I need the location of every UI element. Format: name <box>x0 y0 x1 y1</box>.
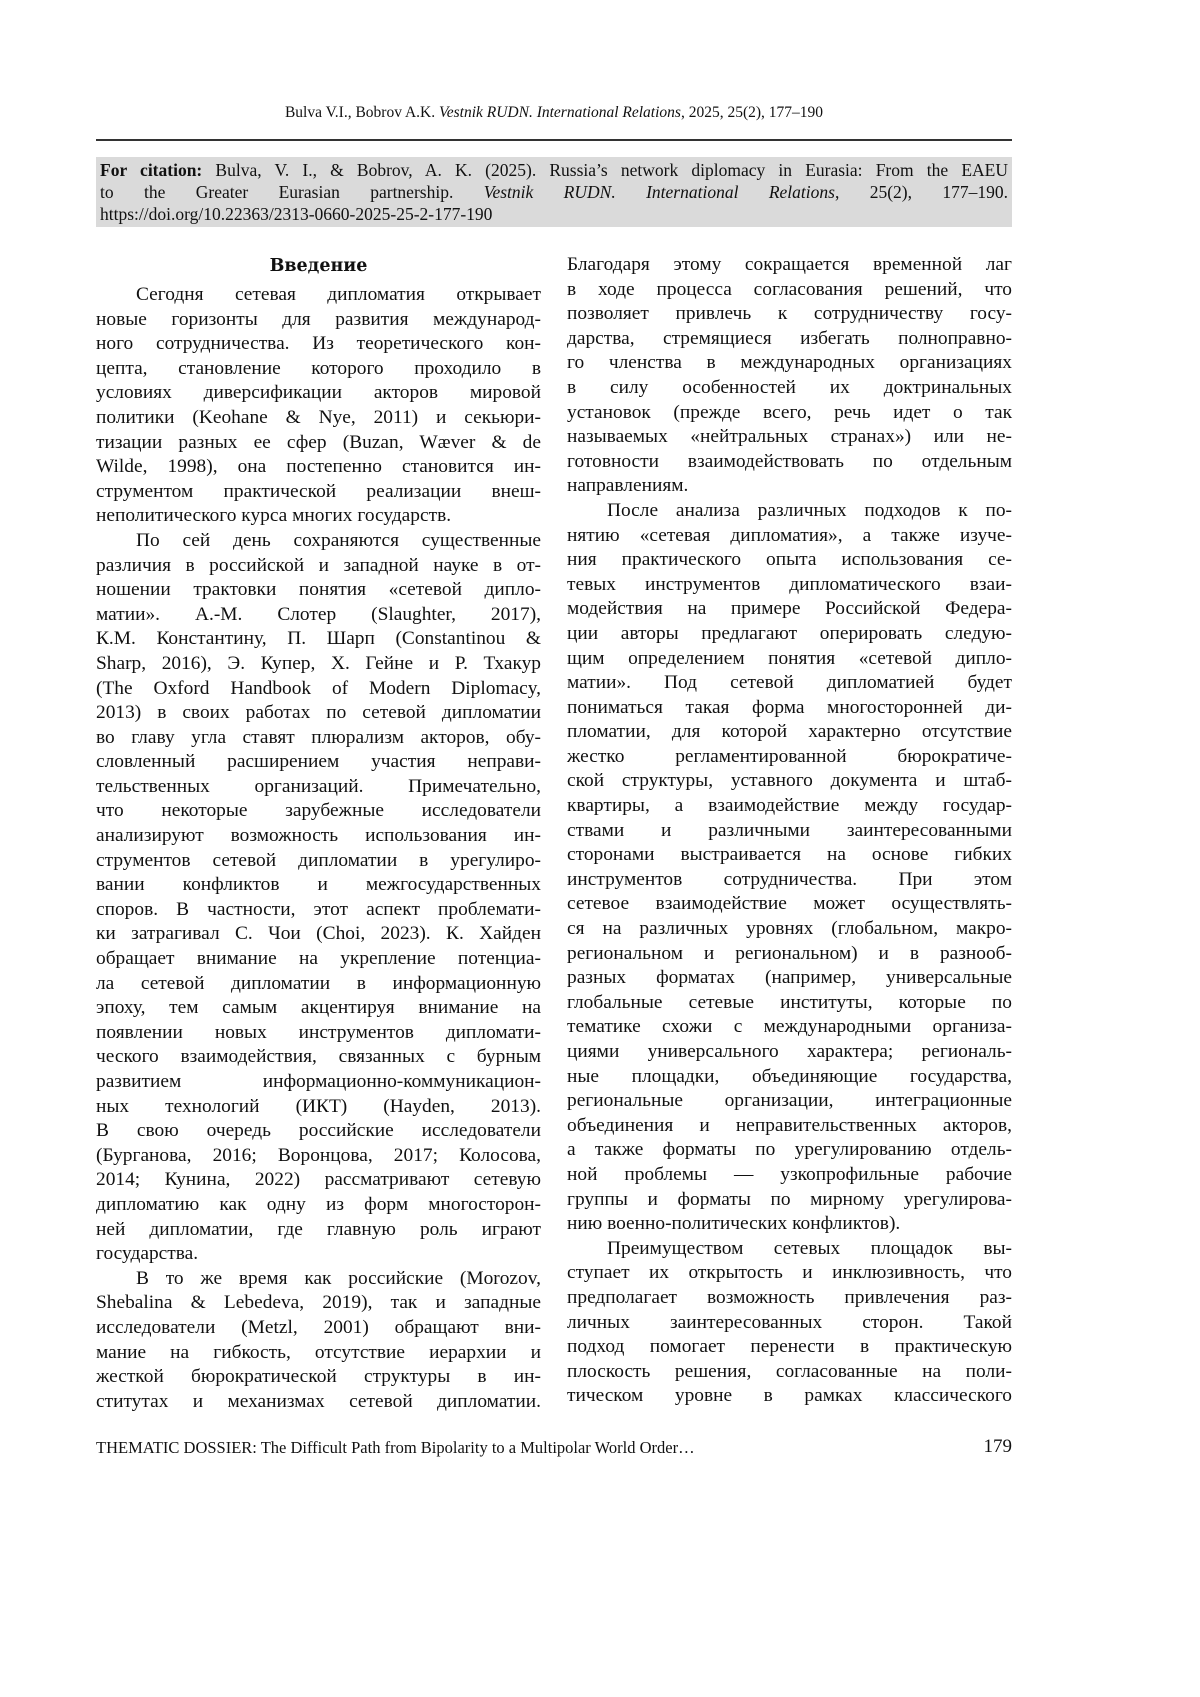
text-line: называемых «нейтральных странах») или не- <box>567 425 1012 450</box>
text-line: ся на различных уровнях (глобальном, макро- <box>567 917 1012 942</box>
citation-journal: Vestnik RUDN. International Relations <box>484 182 835 202</box>
citation-line-1 <box>100 159 1008 181</box>
text-line: тическом уровне в рамках классического <box>567 1384 1012 1409</box>
text-line: различия в российской и западной науке в от- <box>96 554 541 579</box>
paragraph <box>567 499 1012 1237</box>
text-line: а также форматы по урегулированию отдель- <box>567 1138 1012 1163</box>
text-line: После анализа различных подходов к по- <box>567 499 1012 524</box>
text-line: ствами и различными заинтересованными <box>567 819 1012 844</box>
text-line: цепта, становление которого проходило в <box>96 357 541 382</box>
running-head-authors: Bulva V.I., Bobrov A.K. <box>285 104 439 121</box>
text-line: го членства в международных организациях <box>567 351 1012 376</box>
text-line: сторонами выстраивается на основе гибких <box>567 843 1012 868</box>
citation-label: For citation: <box>100 160 202 180</box>
text-line: нятию «сетевая дипломатия», а также изуче- <box>567 524 1012 549</box>
text-line: пониматься такая форма многосторонней ди- <box>567 696 1012 721</box>
text-line: Благодаря этому сокращается временной лаг <box>567 253 1012 278</box>
text-line: ческого взаимодействия, связанных с бурным <box>96 1045 541 1070</box>
text-line: Wilde, 1998), она постепенно становится ин- <box>96 455 541 480</box>
running-head-details: , 2025, 25(2), 177–190 <box>681 104 823 121</box>
section-heading: Введение <box>96 255 541 283</box>
text-line: квартиры, а взаимодействие между государ- <box>567 794 1012 819</box>
text-line: региональные организации, интеграционные <box>567 1089 1012 1114</box>
text-line: По сей день сохраняются существенные <box>96 529 541 554</box>
text-line: ститутах и механизмах сетевой дипломатии. <box>96 1390 541 1415</box>
text-line: развитием информационно-коммуникацион- <box>96 1070 541 1095</box>
text-line: условиях диверсификации акторов мировой <box>96 381 541 406</box>
text-line: в силу особенностей их доктринальных <box>567 376 1012 401</box>
text-line: новые горизонты для развития международ- <box>96 308 541 333</box>
text-line: политики (Keohane & Nye, 2011) и секьюри- <box>96 406 541 431</box>
text-line: что некоторые зарубежные исследователи <box>96 799 541 824</box>
text-line: неполитического курса многих государств. <box>96 504 541 529</box>
text-line: дарства, стремящиеся избегать полноправно- <box>567 327 1012 352</box>
text-line: ней дипломатии, где главную роль играют <box>96 1218 541 1243</box>
text-line: матии». Под сетевой дипломатией будет <box>567 671 1012 696</box>
text-line: В свою очередь российские исследователи <box>96 1119 541 1144</box>
text-line: циями универсального характера; региональ- <box>567 1040 1012 1065</box>
text-line: Преимуществом сетевых площадок вы- <box>567 1237 1012 1262</box>
text-line: тематике схожи с международными организа- <box>567 1015 1012 1040</box>
text-line: анализируют возможность использования ин- <box>96 824 541 849</box>
text-line: жесткой бюрократической структуры в ин- <box>96 1365 541 1390</box>
text-line: группы и форматы по мирному урегулирова- <box>567 1188 1012 1213</box>
paragraph <box>96 283 541 529</box>
text-line: ных технологий (ИКТ) (Hayden, 2013). <box>96 1095 541 1120</box>
paragraph <box>96 529 541 1267</box>
paragraph <box>96 1267 541 1415</box>
right-column <box>567 253 1012 1409</box>
text-line: матии». А.-М. Слотер (Slaughter, 2017), <box>96 603 541 628</box>
text-line: государства. <box>96 1242 541 1267</box>
text-line: готовности взаимодействовать по отдельным <box>567 450 1012 475</box>
text-line: 2014; Кунина, 2022) рассматривают сетевую <box>96 1168 541 1193</box>
text-line: ки затрагивал С. Чои (Choi, 2023). К. Хайден <box>96 922 541 947</box>
text-line: плоскость решения, согласованные на поли- <box>567 1360 1012 1385</box>
text-line: объединения и неправительственных акторов, <box>567 1114 1012 1139</box>
text-line: тельственных организаций. Примечательно, <box>96 775 541 800</box>
text-line: пломатии, для которой характерно отсутствие <box>567 720 1012 745</box>
citation-text: , 25(2), 177–190. <box>835 182 1008 202</box>
text-line: Сегодня сетевая дипломатия открывает <box>96 283 541 308</box>
text-line: дипломатию как одну из форм многосторон- <box>96 1193 541 1218</box>
text-line: ния практического опыта использования се- <box>567 548 1012 573</box>
paragraph <box>567 1237 1012 1409</box>
text-line: (The Oxford Handbook of Modern Diplomacy, <box>96 677 541 702</box>
text-line: (Бурганова, 2016; Воронцова, 2017; Колосова, <box>96 1144 541 1169</box>
text-line: мание на гибкость, отсутствие иерархии и <box>96 1341 541 1366</box>
text-line: ции авторы предлагают оперировать следую- <box>567 622 1012 647</box>
text-line: щим определением понятия «сетевой дипло- <box>567 647 1012 672</box>
left-column <box>96 255 541 1414</box>
right-column-body <box>567 253 1012 1409</box>
citation-line-2 <box>100 181 1008 203</box>
text-line: ла сетевой дипломатии в информационную <box>96 972 541 997</box>
text-line: Shebalina & Lebedeva, 2019), так и западные <box>96 1291 541 1316</box>
text-line: ные площадки, объединяющие государства, <box>567 1065 1012 1090</box>
citation-text: Bulva, V. I., & Bobrov, A. K. (2025). Russia’s network diplomacy in Eurasia: From the EAEU <box>202 160 1008 180</box>
text-line: ской структуры, уставного документа и штаб- <box>567 769 1012 794</box>
text-line: появлении новых инструментов дипломати- <box>96 1021 541 1046</box>
left-column-body <box>96 283 541 1414</box>
paragraph <box>567 253 1012 499</box>
text-line: предполагает возможность привлечения раз- <box>567 1286 1012 1311</box>
text-line: нию военно-политических конфликтов). <box>567 1212 1012 1237</box>
text-line: ного сотрудничества. Из теоретического кон- <box>96 332 541 357</box>
page-number: 179 <box>960 1436 1012 1458</box>
citation-box <box>96 157 1012 227</box>
text-line: струментом практической реализации внеш- <box>96 480 541 505</box>
running-head-journal: Vestnik RUDN. International Relations <box>439 104 681 121</box>
text-line: разных форматах (например, универсальные <box>567 966 1012 991</box>
footer-dossier-title: THEMATIC DOSSIER: The Difficult Path from Bipolarity to a Multipolar World Order… <box>96 1438 695 1458</box>
text-line: региональном и региональном) и в разнооб- <box>567 942 1012 967</box>
text-line: 2013) в своих работах по сетевой дипломатии <box>96 701 541 726</box>
citation-text: to the Greater Eurasian partnership. <box>100 182 484 202</box>
text-line: подход помогает перенести в практическую <box>567 1335 1012 1360</box>
text-line: инструментов сотрудничества. При этом <box>567 868 1012 893</box>
text-line: позволяет привлечь к сотрудничеству госу- <box>567 302 1012 327</box>
text-line: ной проблемы — узкопрофильные рабочие <box>567 1163 1012 1188</box>
text-line: исследователи (Metzl, 2001) обращают вни- <box>96 1316 541 1341</box>
text-line: модействия на примере Российской Федера- <box>567 597 1012 622</box>
text-line: тевых инструментов дипломатического взаи- <box>567 573 1012 598</box>
text-line: в ходе процесса согласования решений, что <box>567 278 1012 303</box>
citation-doi-link[interactable]: https://doi.org/10.22363/2313-0660-2025-25-2-177-190 <box>100 203 1008 225</box>
header-rule <box>96 139 1012 141</box>
text-line: ступает их открытость и инклюзивность, что <box>567 1261 1012 1286</box>
text-line: струментов сетевой дипломатии в урегулиро- <box>96 849 541 874</box>
text-line: споров. В частности, этот аспект проблемати- <box>96 898 541 923</box>
text-line: вании конфликтов и межгосударственных <box>96 873 541 898</box>
text-line: Sharp, 2016), Э. Купер, Х. Гейне и Р. Тхакур <box>96 652 541 677</box>
text-line: направлениям. <box>567 474 1012 499</box>
text-line: жестко регламентированной бюрократиче- <box>567 745 1012 770</box>
running-head <box>96 104 1012 122</box>
text-line: обращает внимание на укрепление потенциа- <box>96 947 541 972</box>
text-line: глобальные сетевые институты, которые по <box>567 991 1012 1016</box>
text-line: личных заинтересованных сторон. Такой <box>567 1311 1012 1336</box>
text-line: сетевое взаимодействие может осуществлять- <box>567 892 1012 917</box>
text-line: эпоху, тем самым акцентируя внимание на <box>96 996 541 1021</box>
text-line: К.М. Константину, П. Шарп (Constantinou & <box>96 627 541 652</box>
text-line: тизации разных ее сфер (Buzan, Wæver & de <box>96 431 541 456</box>
text-line: словленный расширением участия неправи- <box>96 750 541 775</box>
text-line: во главу угла ставят плюрализм акторов, обу- <box>96 726 541 751</box>
text-line: ношении трактовки понятия «сетевой дипло- <box>96 578 541 603</box>
text-line: В то же время как российские (Morozov, <box>96 1267 541 1292</box>
text-line: установок (прежде всего, речь идет о так <box>567 401 1012 426</box>
